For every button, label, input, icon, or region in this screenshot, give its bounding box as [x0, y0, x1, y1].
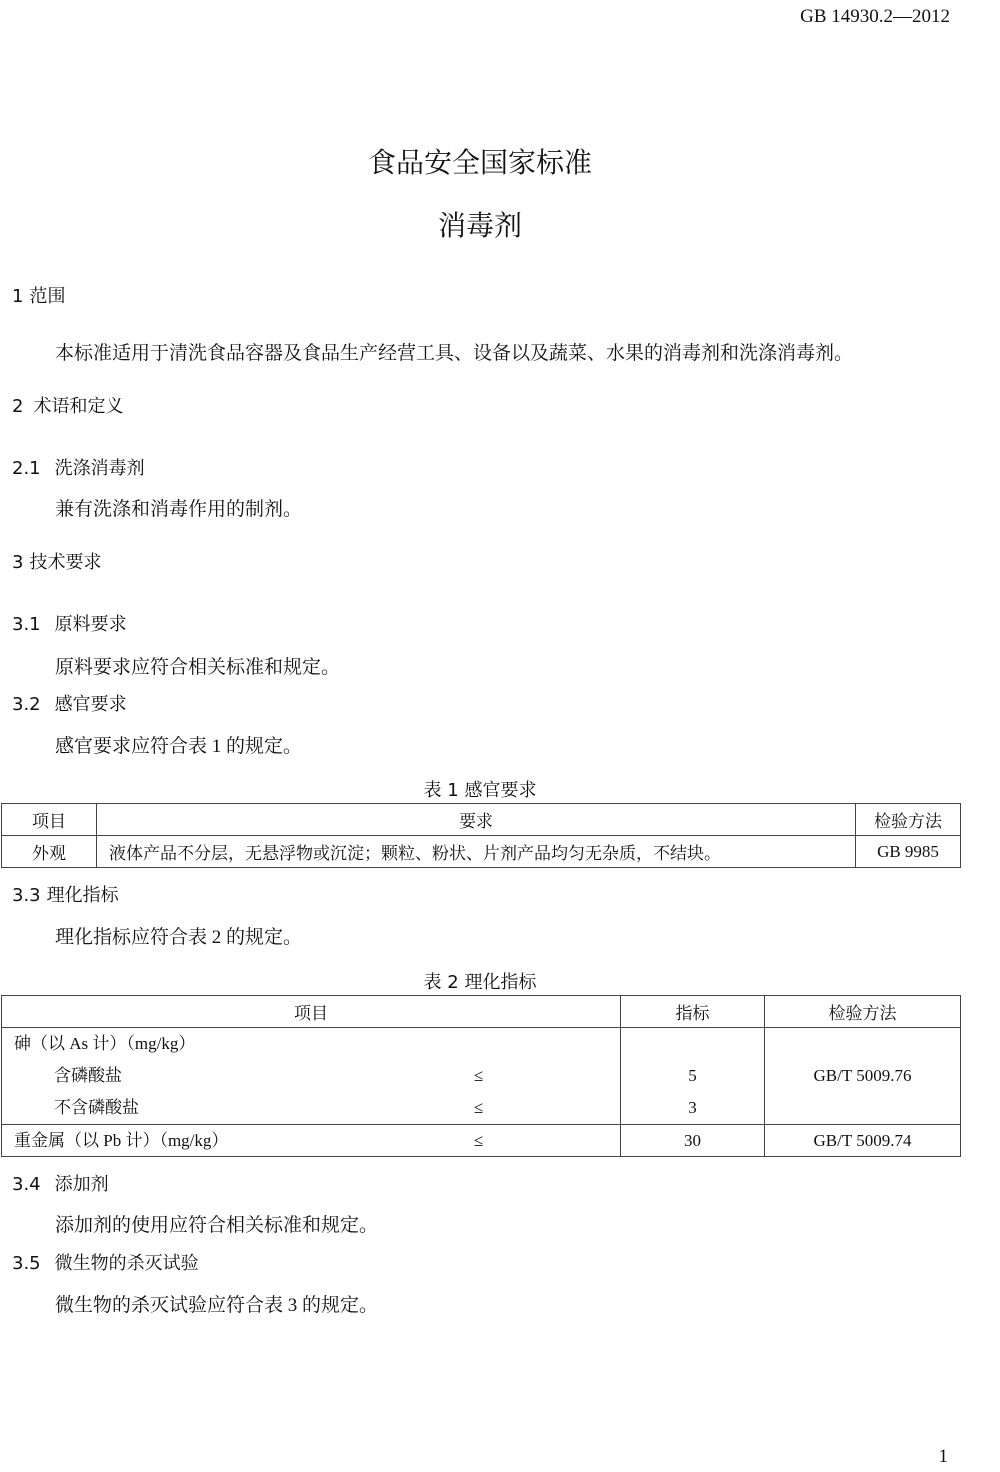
table2-caption: 表 2 理化指标	[423, 972, 537, 993]
section-heading-3-1	[12, 610, 127, 636]
section-heading-3-5	[12, 1249, 199, 1275]
table-header-cell: 项目	[2, 996, 621, 1028]
section-title: 术语和定义	[33, 396, 124, 417]
table-header-cell: 检验方法	[856, 804, 961, 836]
method-arsenic: GB/T 5009.76	[813, 1066, 912, 1085]
table-row	[2, 836, 961, 868]
table-header-cell: 项目	[2, 804, 97, 836]
section-title: 理化指标	[46, 885, 119, 906]
document-subtitle: 消毒剂	[437, 209, 522, 242]
section-body-3-1: 原料要求应符合相关标准和规定。	[55, 657, 341, 678]
section-heading-3	[12, 548, 101, 574]
section-title: 范围	[29, 286, 66, 307]
section-heading-3-3	[12, 881, 119, 907]
table-header-row	[2, 804, 961, 836]
arsenic-label: 砷（以 As 计）（mg/kg）	[14, 1034, 196, 1053]
less-equal-symbol: ≤	[474, 1066, 484, 1085]
table-cell: 外观	[2, 836, 97, 868]
section-body-2-1: 兼有洗涤和消毒作用的制剂。	[55, 499, 303, 520]
section-number: 3.5	[12, 1253, 41, 1274]
table-cell-value	[621, 1028, 765, 1125]
table-sensory-requirements	[1, 803, 961, 868]
table-cell: GB 9985	[856, 836, 961, 868]
table-cell-method	[765, 1028, 961, 1125]
section-number: 3	[12, 552, 24, 573]
section-body-3-3: 理化指标应符合表 2 的规定。	[55, 927, 303, 948]
section-body-3-4: 添加剂的使用应符合相关标准和规定。	[55, 1215, 379, 1236]
section-number: 1	[12, 286, 24, 307]
table-cell-item	[2, 1125, 621, 1157]
heavy-metal-label: 重金属（以 Pb 计）（mg/kg）	[14, 1130, 229, 1150]
table-row-arsenic	[2, 1028, 961, 1125]
less-equal-symbol: ≤	[474, 1098, 484, 1117]
subitem-row	[2, 1060, 620, 1092]
section-title: 原料要求	[54, 614, 127, 635]
section-heading-2	[12, 392, 123, 418]
section-body-3-5: 微生物的杀灭试验应符合表 3 的规定。	[55, 1295, 379, 1316]
section-number: 3.1	[12, 614, 41, 635]
section-heading-1	[12, 282, 65, 308]
table-row-heavy-metal	[2, 1125, 961, 1157]
table-physicochemical-indicators	[1, 995, 961, 1157]
subitem-row	[2, 1092, 620, 1124]
section-number: 3.3	[12, 885, 41, 906]
section-title: 微生物的杀灭试验	[54, 1253, 199, 1274]
subitem-label: 不含磷酸盐	[54, 1098, 139, 1117]
document-title: 食品安全国家标准	[367, 146, 592, 179]
section-number: 3.4	[12, 1174, 41, 1195]
subitem-label: 含磷酸盐	[54, 1066, 122, 1085]
section-heading-3-4	[12, 1170, 109, 1196]
standard-code: GB 14930.2—2012	[800, 6, 950, 27]
section-number: 2	[12, 396, 24, 417]
table-header-row	[2, 996, 961, 1028]
table-cell-method: GB/T 5009.74	[765, 1125, 961, 1157]
value-no-phosphate: 3	[688, 1098, 697, 1117]
section-title: 技术要求	[29, 552, 102, 573]
value-phosphate: 5	[688, 1066, 697, 1085]
less-equal-symbol: ≤	[474, 1130, 484, 1150]
table-header-cell: 检验方法	[765, 996, 961, 1028]
section-title: 感官要求	[54, 694, 127, 715]
table1-caption: 表 1 感官要求	[423, 780, 537, 801]
section-heading-3-2	[12, 690, 127, 716]
section-body-3-2: 感官要求应符合表 1 的规定。	[55, 736, 303, 757]
table-cell: 液体产品不分层，无悬浮物或沉淀；颗粒、粉状、片剂产品均匀无杂质，不结块。	[97, 836, 856, 868]
table-header-cell: 指标	[621, 996, 765, 1028]
section-body-1: 本标准适用于清洗食品容器及食品生产经营工具、设备以及蔬菜、水果的消毒剂和洗涤消毒剂。	[55, 343, 854, 364]
section-number: 3.2	[12, 694, 41, 715]
section-number: 2.1	[12, 458, 41, 479]
table-cell-value: 30	[621, 1125, 765, 1157]
section-title: 添加剂	[54, 1174, 109, 1195]
section-title: 洗涤消毒剂	[54, 458, 145, 479]
table-cell-item	[2, 1028, 621, 1125]
table-header-cell: 要求	[97, 804, 856, 836]
page-number: 1	[938, 1446, 948, 1467]
section-heading-2-1	[12, 454, 145, 480]
